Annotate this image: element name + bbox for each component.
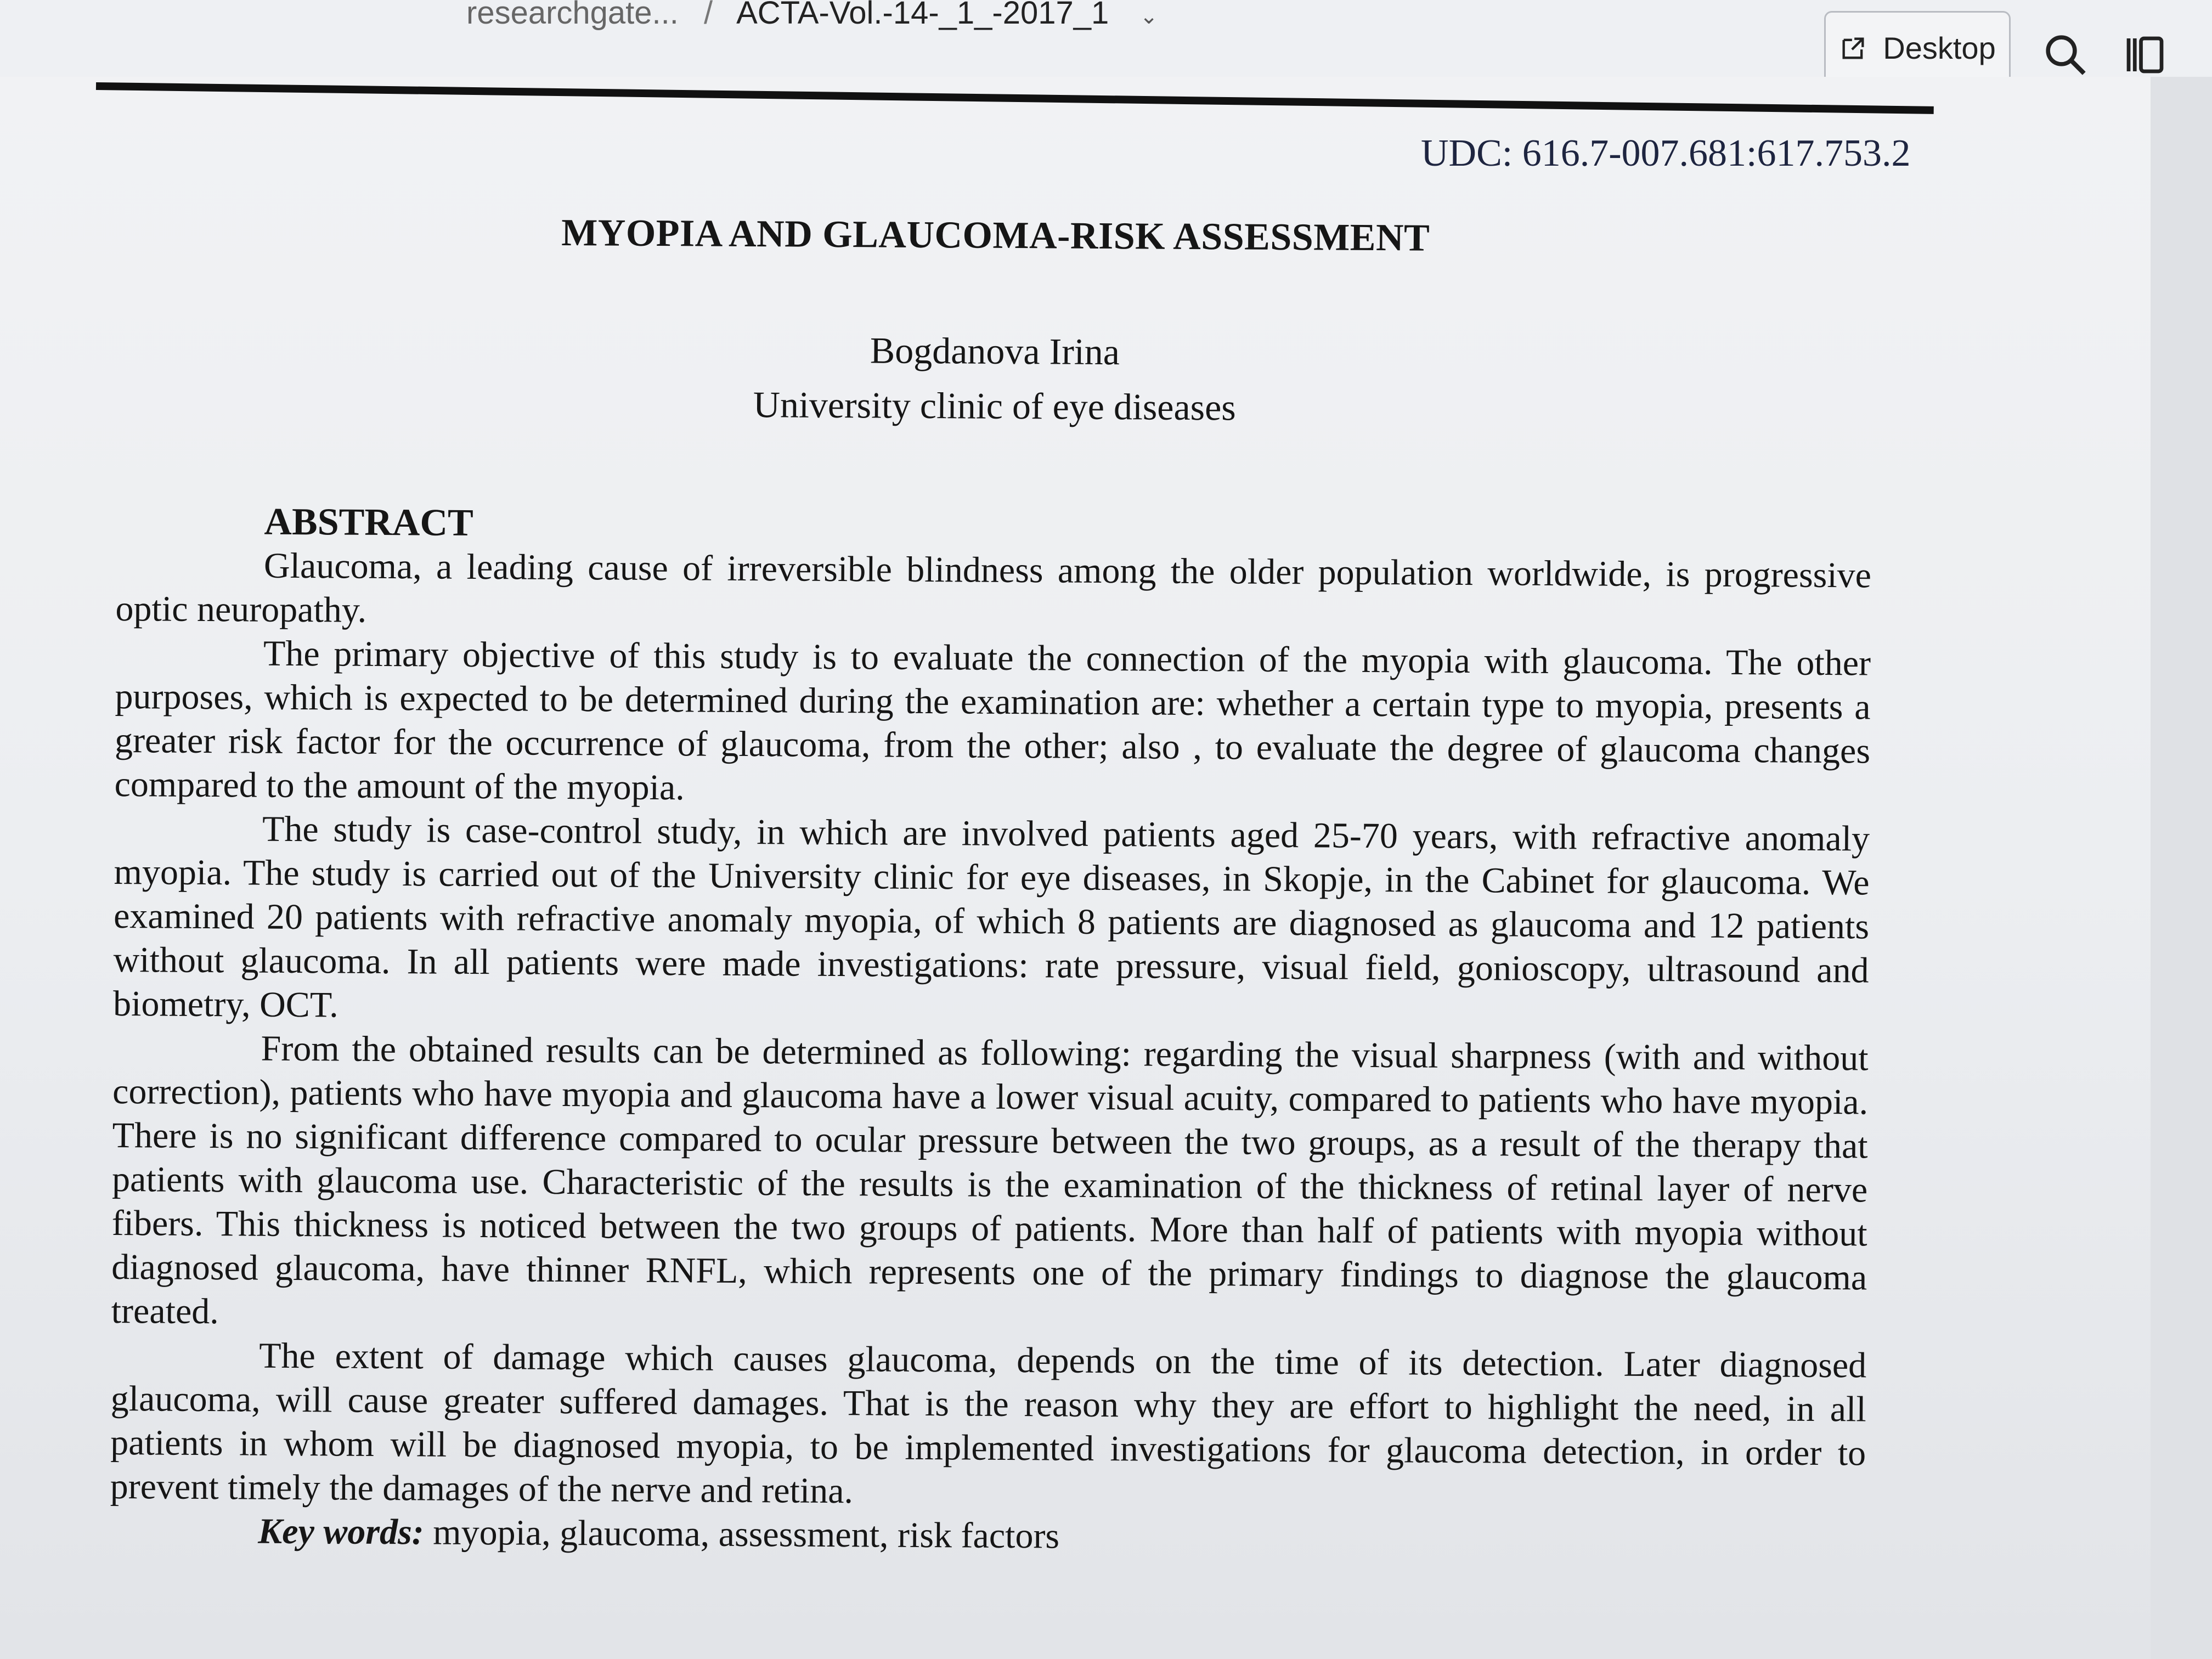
keywords-line [258, 1510, 1865, 1564]
author-affiliation: University clinic of eye diseases [753, 383, 1237, 428]
open-in-desktop-button[interactable] [1824, 11, 2011, 85]
search-icon[interactable] [2041, 30, 2090, 80]
viewer-toolbar [0, 0, 2212, 77]
udc-code: UDC: 616.7-007.681:617.753.2 [1421, 132, 1911, 174]
document-page [0, 77, 2151, 1659]
abstract-paragraph: The study is case-control study, in which are involved patients aged 25-70 years, with refractive anomaly myopia. The study is carried out of the University clinic for eye diseases, in Skopje, in the Cabinet for glaucoma. We examined 20 patients with refractive anomaly myopia, of which 8 patients are diagnosed as glaucoma and 12 patients without glaucoma. In all patients were made investigations: rate pressure, visual field, gonioscopy, ultrasound and biometry, OCT. [112, 809, 1870, 1025]
breadcrumb [466, 0, 1158, 31]
chevron-down-icon[interactable]: ⌄ [1139, 4, 1158, 29]
sidebar-panel-icon[interactable] [2120, 30, 2170, 80]
abstract-paragraph: The extent of damage which causes glaucoma, depends on the time of its detection. Later diagnosed glaucoma, will cause greater suffered damages. That is the reason why they are effort to highlight the need, in all patients in whom will be diagnosed myopia, to be implemented investigations for glaucoma detection, in order to prevent timely the damages of the nerve and retina. [110, 1335, 1867, 1511]
open-in-desktop-label: Desktop [1883, 31, 1996, 65]
document-body [110, 208, 1874, 1564]
paper-title: MYOPIA AND GLAUCOMA-RISK ASSESSMENT [561, 211, 1430, 259]
keywords-label: Key words: [258, 1511, 424, 1553]
breadcrumb-separator: / [704, 0, 713, 31]
abstract-paragraph: From the obtained results can be determined as following: regarding the visual sharpness (with and without correction), patients who have myopia and glaucoma have a lower visual acuity, compared to patients who have myopia. There is no significant difference compared to ocular pressure between the two groups, as a result of the therapy that patients with glaucoma use. Characteristic of the results is the examination of the thickness of retinal layer of nerve fibers. This thickness is noticed between the two groups of patients. More than half of patients with myopia without diagnosed glaucoma, have thinner RNFL, which represents one of the primary findings to diagnose the glaucoma treated. [111, 1028, 1869, 1332]
open-external-icon [1839, 34, 1867, 63]
abstract-heading: ABSTRACT [264, 500, 473, 544]
breadcrumb-file-name[interactable]: ACTA-Vol.-14-_1_-2017_1 [736, 0, 1109, 31]
header-rule [96, 82, 1934, 114]
abstract-paragraph: Glaucoma, a leading cause of irreversible blindness among the older population worldwide, is progressive optic neuropathy. [115, 545, 1872, 630]
page-margin-strip [2151, 77, 2212, 1659]
keywords-text: myopia, glaucoma, assessment, risk factors [433, 1512, 1060, 1556]
abstract-paragraph: The primary objective of this study is to evaluate the connection of the myopia with glaucoma. The other purposes, which is expected to be determined during the examination are: whether a certain type to myopia, presents a greater risk factor for the occurrence of glaucoma, from the other; also , to evaluate the degree of glaucoma changes compared to the amount of the myopia. [114, 633, 1871, 808]
breadcrumb-source[interactable]: researchgate... [466, 0, 679, 31]
author-name: Bogdanova Irina [870, 329, 1120, 373]
